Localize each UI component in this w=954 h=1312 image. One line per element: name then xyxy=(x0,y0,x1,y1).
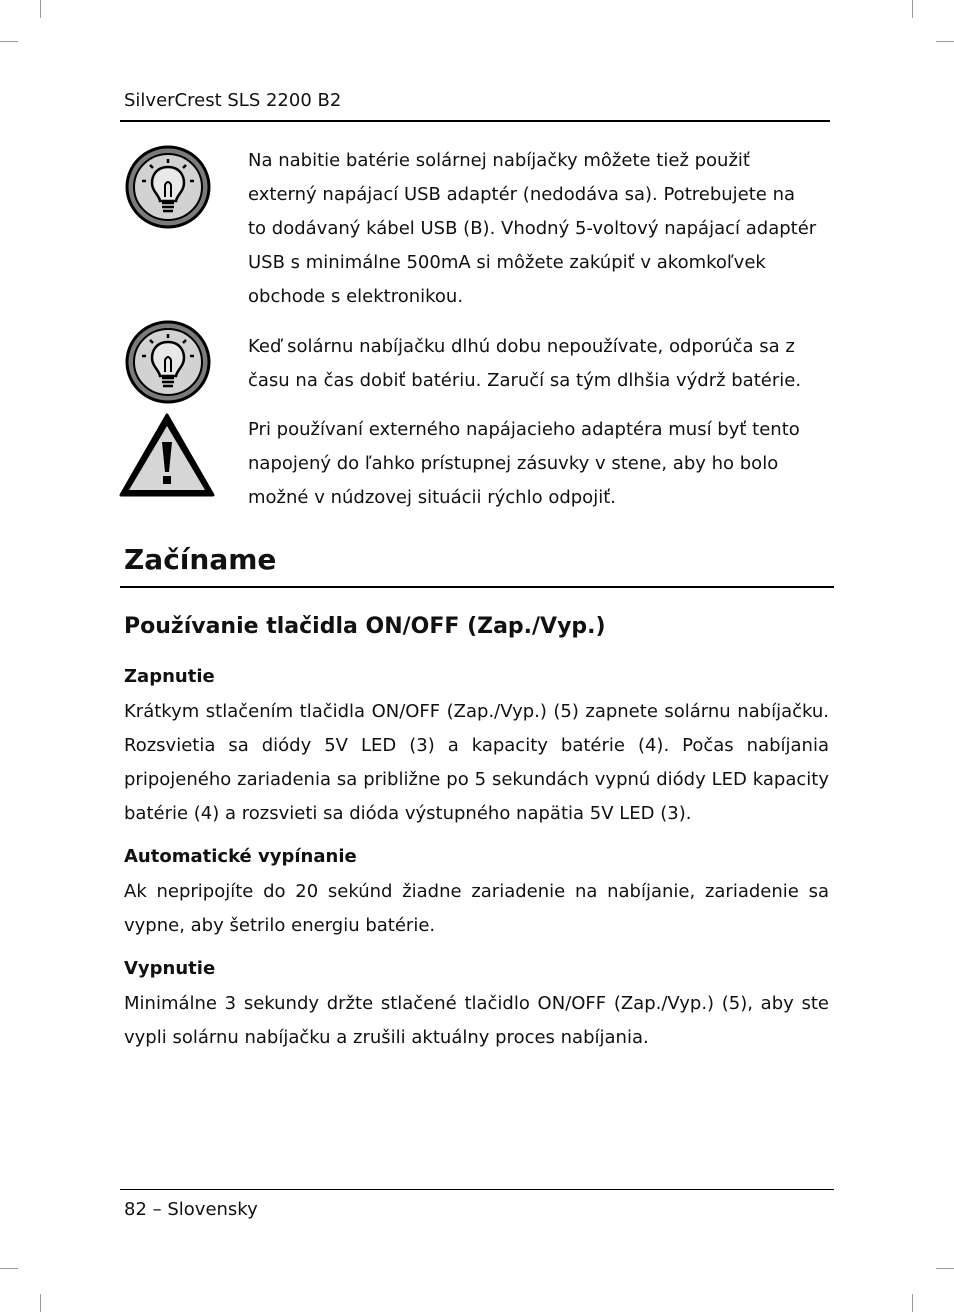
page-footer: 82 – Slovensky xyxy=(124,1199,258,1220)
lightbulb-icon xyxy=(125,320,211,404)
footer-rule xyxy=(120,1189,834,1190)
crop-mark xyxy=(0,1268,18,1269)
section-title: Začíname xyxy=(124,543,277,576)
section-rule xyxy=(120,586,834,588)
paragraph: Minimálne 3 sekundy držte stlačené tlačidlo ON/OFF (Zap./Vyp.) (5), aby ste vypli solárnu nabíjačku a zrušili aktuálny proces nabíjania. xyxy=(124,993,829,1048)
crop-mark xyxy=(40,0,41,18)
subsection-heading: Zapnutie xyxy=(124,666,215,687)
crop-mark xyxy=(0,41,18,42)
note-text: Na nabitie batérie solárnej nabíjačky môžete tiež použiť externý napájací USB adaptér (nedodáva sa). Potrebujete na to dodávaný kábel USB (B). Vhodný 5-voltový napájací adaptér USB s minimálne 500mA si môžete zakúpiť v akomkoľvek obchode s elektronikou. xyxy=(248,150,817,307)
subsection-heading: Automatické vypínanie xyxy=(124,846,357,867)
note-text: Keď solárnu nabíjačku dlhú dobu nepoužívate, odporúča sa z času na čas dobiť batériu. Zaručí sa tým dlhšia výdrž batérie. xyxy=(248,336,802,391)
document-header: SilverCrest SLS 2200 B2 xyxy=(124,90,342,111)
paragraph: Krátkym stlačením tlačidla ON/OFF (Zap./Vyp.) (5) zapnete solárnu nabíjačku. Rozsvietia sa diódy 5V LED (3) a kapacity batérie (4). Počas nabíjania pripojeného zariadenia sa približne po 5 sekundách vypnú diódy LED kapacity batérie (4) a rozsvieti sa dióda výstupného napätia 5V LED (3). xyxy=(124,701,829,824)
header-rule xyxy=(120,120,830,122)
note-text: Pri používaní externého napájacieho adaptéra musí byť tento napojený do ľahko prístupnej zásuvky v stene, aby ho bolo možné v núdzovej situácii rýchlo odpojiť. xyxy=(248,419,800,508)
crop-mark xyxy=(936,1268,954,1269)
section-subtitle: Používanie tlačidla ON/OFF (Zap./Vyp.) xyxy=(124,614,606,639)
subsection-heading: Vypnutie xyxy=(124,958,216,979)
warning-icon xyxy=(118,412,216,498)
crop-mark xyxy=(912,1294,913,1312)
crop-mark xyxy=(912,0,913,18)
lightbulb-icon xyxy=(125,145,211,229)
crop-mark xyxy=(936,41,954,42)
paragraph: Ak nepripojíte do 20 sekúnd žiadne zariadenie na nabíjanie, zariadenie sa vypne, aby šetrilo energiu batérie. xyxy=(124,881,829,936)
crop-mark xyxy=(40,1294,41,1312)
